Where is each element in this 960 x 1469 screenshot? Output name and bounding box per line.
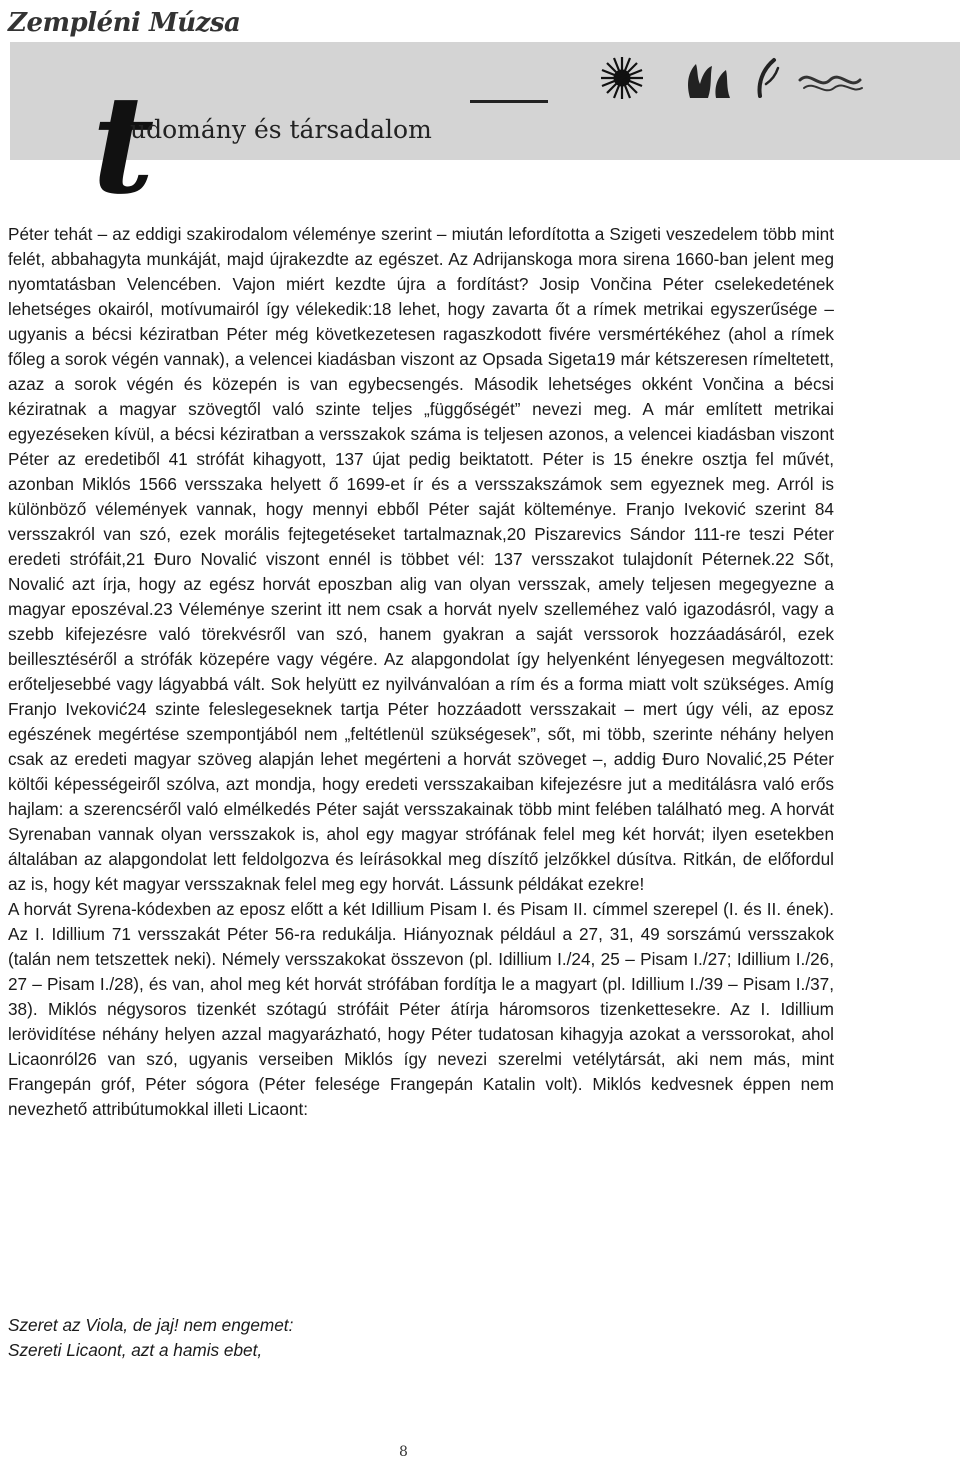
poem-quote [8,1313,293,1363]
section-initial-letter: t [92,65,155,224]
feather-ornament-icon [760,60,778,96]
header-ornaments [590,54,950,102]
figures-ornament-icon [688,64,730,98]
sun-ornament-icon [601,57,643,99]
quote-line: Szeret az Viola, de jaj! nem engemet: [8,1315,294,1335]
wave-ornament-icon [800,77,862,90]
section-title: udomány és társadalom [130,115,432,144]
section-banner [10,42,960,224]
paragraph: A horvát Syrena-kódexben az eposz előtt a két Idillium Pisam I. és Pisam II. címmel szerepel (I. és II. ének). Az I. Idillium 71 versszakát Péter 56-ra redukálja. Hiányoznak például a 27, 31, 49 sorszámú versszakok (talán nem tetszettek neki). Némely versszakokat összevon (pl. Idillium I./24, 25 – Pisam I./27; Idillium I./26, 27 – Pisam I./28), és van, ahol meg két horvát strófában fordítja le a magyart (pl. Idillium I./39 – Pisam I./37, 38). Miklós négysoros tizenkét szótagú strófáit Péter átírja háromsoros tizenkettesekre. Az I. Idillium lerövidítése néhány helyen azzal magyarázható, hogy Péter tudatosan kihagyja azokat a verssorokat, ahol Licaonról26 van szó, ugyanis verseiben Miklós így nevezi szerelmi vetélytársát, aki nem más, mint Frangepán gróf, Péter sógora (Péter felesége Frangepán Katalin volt). Miklós kedvesnek éppen nem nevezhető attribútumokkal illeti Licaont: [8,899,834,1119]
logo: Zempléni Múzsa [8,8,241,38]
quote-line: Szereti Licaont, azt a hamis ebet, [8,1340,263,1360]
header-rule [470,100,548,103]
paragraph: Péter tehát – az eddigi szakirodalom véleménye szerint – miután lefordította a Szigeti veszedelem több mint felét, abbahagyta munkáját, majd újrakezdte az egészet. Az Adrijanskoga mora sirena 1660-ban jelent meg nyomtatásban Velencében. Vajon miért kezdte újra a fordítást? Josip Vončina Péter cselekedetének lehetséges okairól, motívumairól így vélekedik:18 lehet, hogy zavarta őt a rímek metrikai egyszerűsége – ugyanis a bécsi kéziratban Péter még következetesen ragaszkodott fivére versmértékéhez (ahol a rímek főleg a sorok végén vannak), a velencei kiadásban viszont az Opsada Sigeta19 már kétszeresen rímeltetett, azaz a sorok végén és közepén is van egybecsengés. Második lehetséges okként Vončina a bécsi kéziratnak a magyar szövegtől való szinte teljes „függőségét” nevezi meg. A már említett metrikai egyezéseken kívül, a bécsi kéziratban a versszakok száma is teljesen azonos, a velencei kiadásban viszont Péter az eredetiből 41 strófát kihagyott, 137 újat pedig beiktatott. Péter is 15 énekre osztja fel művét, azonban Miklós 1566 versszaka helyett ő 1699-et ír és a versszakszámok sem egyeznek meg. Arról is különböző vélemények vannak, hogy mennyi ebből Péter saját költeménye. Franjo Iveković szerint 84 versszakról van szó, ezek morális fejtegetéseket tartalmaznak,20 Piszarevics Sándor 111-re teszi Péter eredeti strófáit,21 Đuro Novalić viszont ennél is többet vél: 137 versszakot tulajdonít Péternek.22 Sőt, Novalić azt írja, hogy az egész horvát eposzban alig van olyan versszak, amely teljesen megegyezne a magyar eposzéval.23 Véleménye szerint itt nem csak a horvát nyelv szelleméhez való igazodásról, vagy a szebb kifejezésre való törekvésről van szó, hanem gyakran a saját verssorok hozzáadásáról, ezek beillesztéséről a strófák közepére vagy végére. Az alapgondolat így helyenként lényegesen megváltozott: erőteljesebbé vagy lágyabbá vált. Sok helyütt ez nyilvánvalóan a rím és a forma miatt volt szükséges. Amíg Franjo Iveković24 szinte feleslegeseknek tartja Péter hozzáadott versszakait – mert úgy véli, az eposz egészének megértése szempontjából nem „feltétlenül szükségesek”, sőt, mi több, szerinte néhány helyen csak az eredeti magyar szöveg alapján lehet megérteni a horvát szöveget –, addig Đuro Novalić,25 Péter költői képességeiről szólva, azt mondja, hogy eredeti versszakaiban kifejezésre jut a meditálásra való erős hajlam: a szerencséről való elmélkedés Péter saját versszakainak több mint felében található meg. A horvát Syrenaban vannak olyan versszakok is, ahol egy magyar strófának felel meg két horvát; ilyen esetekben általában az alapgondolat lett feldolgozva és leírásokkal meg díszítő jelzőkkel dúsítva. Ritkán, de előfordul az is, hogy két magyar versszaknak felel meg egy horvát. Lássunk példákat ezekre! [8,224,834,894]
article-text [8,222,834,1122]
page-number: 8 [399,1444,408,1460]
